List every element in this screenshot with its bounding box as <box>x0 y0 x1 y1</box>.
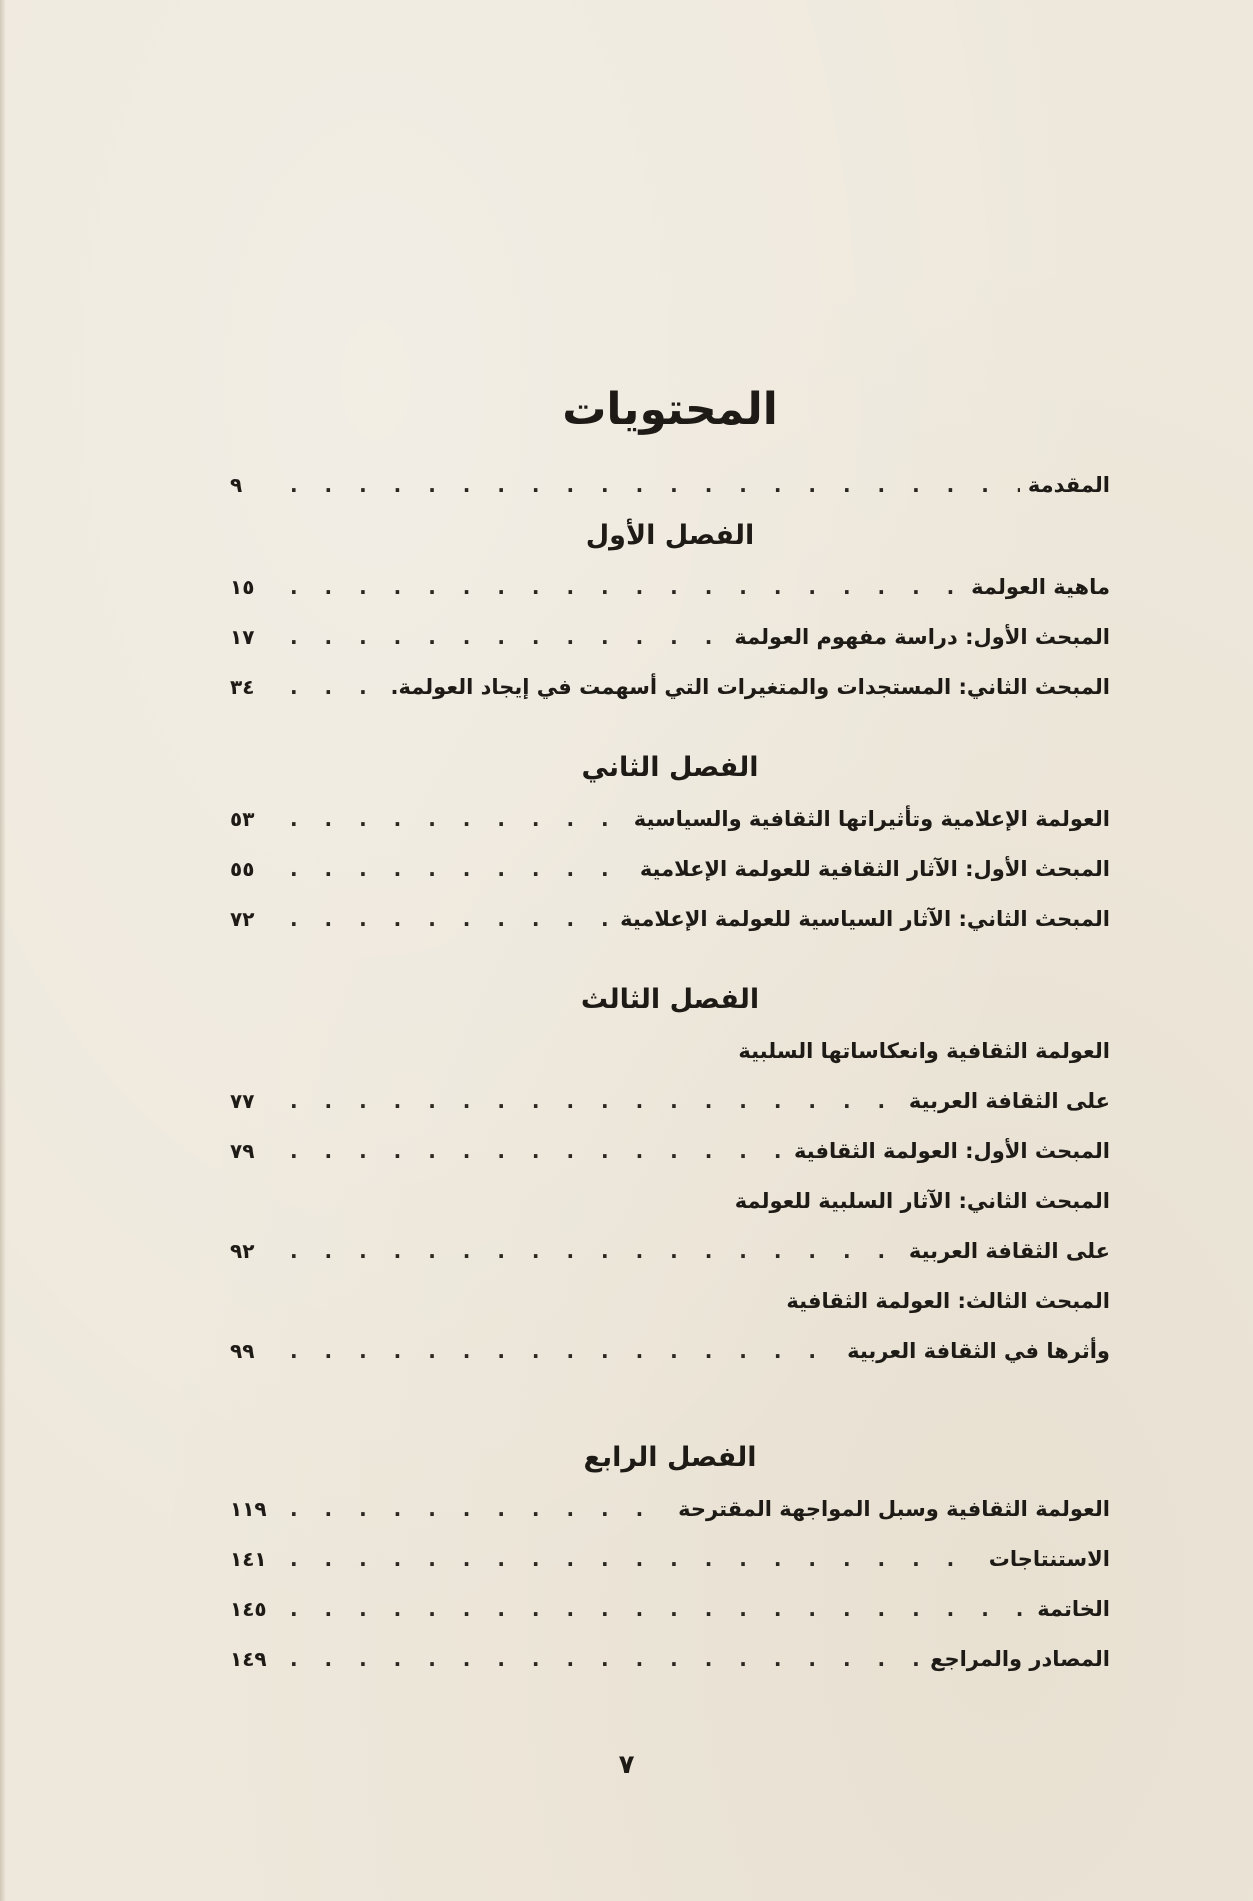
dot-leader <box>290 662 383 712</box>
toc-page-number: ٥٥ <box>230 857 255 881</box>
spacer <box>230 1376 1110 1432</box>
toc-page-number: ١٤١ <box>230 1547 267 1571</box>
toc-page-number: ١٧ <box>230 625 255 649</box>
toc-entry-label: العولمة الثقافية وسبل المواجهة المقترحة <box>678 1497 1110 1521</box>
page-number-footer: ٧ <box>618 1750 635 1780</box>
toc-entry <box>230 1584 1110 1634</box>
dot-leader <box>290 794 626 844</box>
dot-leader <box>290 894 612 944</box>
toc-entry <box>230 562 1110 612</box>
toc-page-number: ١١٩ <box>230 1497 267 1521</box>
page-title: المحتويات <box>562 384 778 435</box>
toc-entry-label: الخاتمة <box>1037 1597 1110 1621</box>
chapter-heading-3: الفصل الثالث <box>580 984 760 1015</box>
toc-entry-label: المبحث الأول: العولمة الثقافية <box>793 1139 1110 1163</box>
spacer <box>230 944 1110 974</box>
dot-leader <box>290 1076 901 1126</box>
toc-entry-label: وأثرها في الثقافة العربية <box>847 1339 1110 1363</box>
toc-entry-label: على الثقافة العربية <box>908 1239 1110 1263</box>
toc-entry-label: المبحث الثاني: المستجدات والمتغيرات التي أسهمت في إيجاد العولمة. <box>390 675 1110 699</box>
spacer <box>230 712 1110 742</box>
chapter-heading-1: الفصل الأول <box>585 520 755 551</box>
toc-page-number: ١٥ <box>230 575 255 599</box>
dot-leader <box>290 1534 981 1584</box>
toc-entry-line <box>230 1176 1110 1226</box>
page-edge-shadow <box>0 0 6 1901</box>
toc-page-number: ٩٩ <box>230 1339 255 1363</box>
toc-entry-line <box>230 1026 1110 1076</box>
toc-page-number: ٥٣ <box>230 807 255 831</box>
toc-entry-label: على الثقافة العربية <box>908 1089 1110 1113</box>
toc-entry <box>230 1126 1110 1176</box>
toc-entry-label: المبحث الثاني: الآثار السياسية للعولمة الإعلامية <box>620 907 1110 931</box>
toc-entry <box>230 844 1110 894</box>
dot-leader <box>290 1326 839 1376</box>
toc-entry-label: ماهية العولمة <box>971 575 1110 599</box>
chapter-heading-2: الفصل الثاني <box>581 752 759 783</box>
toc-entry-label: المبحث الثاني: الآثار السلبية للعولمة <box>734 1189 1110 1213</box>
toc-entry <box>230 662 1110 712</box>
toc-entry-label: المصادر والمراجع <box>930 1647 1110 1671</box>
toc-entry-intro <box>230 460 1110 510</box>
dot-leader <box>290 844 632 894</box>
toc-entry <box>230 1076 1110 1126</box>
toc-page-number: ٧٩ <box>230 1139 255 1163</box>
toc-entry-label: المبحث الثالث: العولمة الثقافية <box>786 1289 1110 1313</box>
toc-entry <box>230 894 1110 944</box>
toc-entry <box>230 1534 1110 1584</box>
dot-leader <box>290 1126 786 1176</box>
table-of-contents <box>230 380 1110 1684</box>
toc-entry <box>230 1226 1110 1276</box>
dot-leader <box>290 1584 1029 1634</box>
toc-entry-label: العولمة الإعلامية وتأثيراتها الثقافية والسياسية <box>633 807 1110 831</box>
toc-page-number: ١٤٥ <box>230 1597 267 1621</box>
toc-entry-label: الاستنتاجات <box>988 1547 1110 1571</box>
toc-entry-line <box>230 1276 1110 1326</box>
dot-leader <box>290 1484 670 1534</box>
toc-entry-label: المبحث الأول: دراسة مفهوم العولمة <box>734 625 1110 649</box>
toc-entry <box>230 1484 1110 1534</box>
toc-page-number: ٣٤ <box>230 675 255 699</box>
toc-entry <box>230 612 1110 662</box>
toc-entry-label: المقدمة <box>1027 473 1110 497</box>
toc-page-number: ٩ <box>230 473 243 497</box>
toc-entry <box>230 1634 1110 1684</box>
toc-entry-label: المبحث الأول: الآثار الثقافية للعولمة الإعلامية <box>639 857 1110 881</box>
dot-leader <box>290 612 726 662</box>
toc-page-number: ٧٧ <box>230 1089 255 1113</box>
dot-leader <box>290 562 963 612</box>
toc-page-number: ١٤٩ <box>230 1647 267 1671</box>
toc-entry <box>230 794 1110 844</box>
toc-entry-label: العولمة الثقافية وانعكاساتها السلبية <box>738 1039 1110 1063</box>
toc-page-number: ٧٢ <box>230 907 255 931</box>
toc-entry <box>230 1326 1110 1376</box>
chapter-heading-4: الفصل الرابع <box>583 1442 757 1473</box>
dot-leader <box>290 1226 901 1276</box>
toc-page-number: ٩٢ <box>230 1239 255 1263</box>
dot-leader <box>290 460 1020 510</box>
dot-leader <box>290 1634 922 1684</box>
